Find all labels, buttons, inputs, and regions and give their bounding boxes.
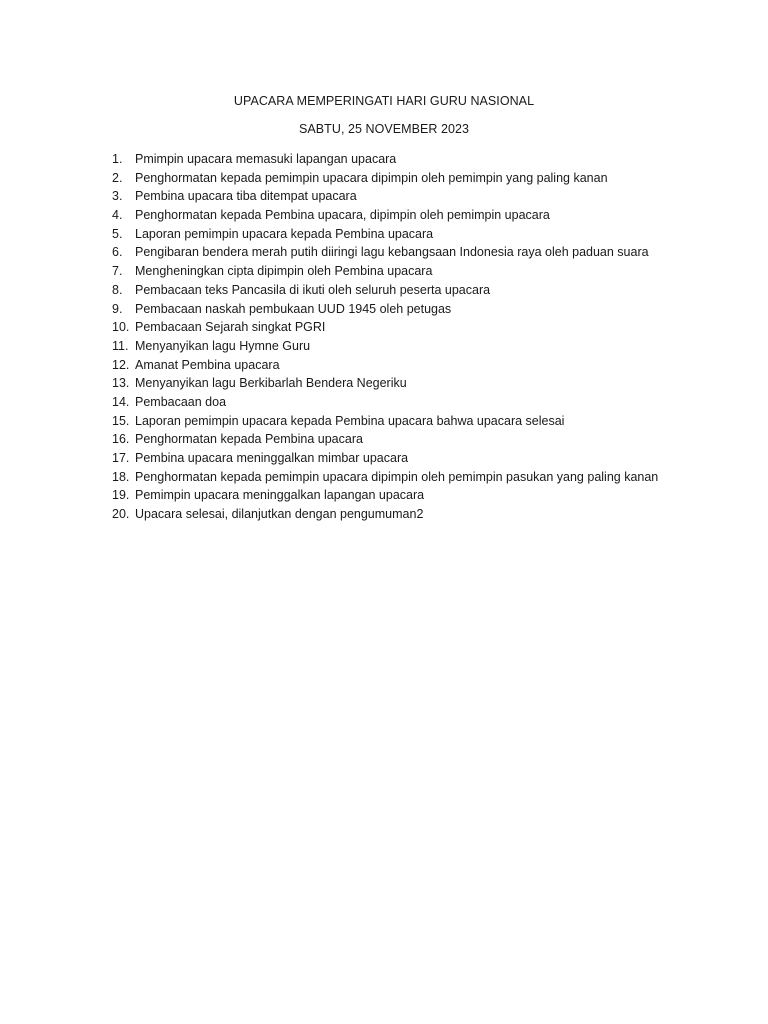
- list-item: [112, 393, 732, 412]
- item-text: Pembacaan teks Pancasila di ikuti oleh seluruh peserta upacara: [135, 282, 491, 297]
- list-item: [112, 281, 732, 300]
- item-number: 5.: [112, 226, 123, 241]
- list-item: [112, 300, 732, 319]
- item-number: 15.: [112, 413, 130, 428]
- item-text: Menyanyikan lagu Berkibarlah Bendera Negeriku: [135, 376, 407, 391]
- list-item: [112, 169, 732, 188]
- list-item: [112, 337, 732, 356]
- item-text: Penghormatan kepada pemimpin upacara dipimpin oleh pemimpin pasukan yang paling kanan: [135, 469, 659, 484]
- list-item: [112, 412, 732, 431]
- item-number: 11.: [112, 338, 129, 353]
- list-item: [112, 225, 732, 244]
- item-text: Mengheningkan cipta dipimpin oleh Pembina upacara: [135, 264, 433, 279]
- item-number: 4.: [112, 208, 123, 223]
- list-item: [112, 150, 732, 169]
- item-number: 8.: [112, 282, 123, 297]
- item-text: Upacara selesai, dilanjutkan dengan pengumuman2: [135, 507, 424, 522]
- item-number: 20.: [112, 507, 130, 522]
- list-item: [112, 206, 732, 225]
- item-text: Penghormatan kepada Pembina upacara: [135, 432, 363, 447]
- item-number: 12.: [112, 357, 130, 372]
- item-text: Pembacaan doa: [135, 394, 227, 409]
- item-number: 13.: [112, 376, 130, 391]
- item-text: Laporan pemimpin upacara kepada Pembina upacara bahwa upacara selesai: [135, 413, 565, 428]
- item-text: Pembacaan naskah pembukaan UUD 1945 oleh petugas: [135, 301, 452, 316]
- list-item: [112, 318, 732, 337]
- list-item: [112, 374, 732, 393]
- item-text: Penghormatan kepada Pembina upacara, dipimpin oleh pemimpin upacara: [135, 208, 550, 223]
- item-text: Pembacaan Sejarah singkat PGRI: [135, 320, 326, 335]
- item-text: Pembina upacara meninggalkan mimbar upacara: [135, 451, 409, 465]
- item-number: 3.: [112, 189, 123, 204]
- item-number: 7.: [112, 264, 123, 279]
- item-text: Menyanyikan lagu Hymne Guru: [135, 338, 311, 353]
- item-number: 17.: [112, 451, 130, 465]
- list-item: [112, 505, 732, 524]
- document-date: SABTU, 25 NOVEMBER 2023: [299, 122, 469, 136]
- item-number: 14.: [112, 394, 130, 409]
- item-text: Pmimpin upacara memasuki lapangan upacara: [135, 152, 397, 166]
- item-number: 18.: [112, 469, 130, 484]
- list-item: [112, 430, 732, 449]
- item-number: 9.: [112, 301, 123, 316]
- list-item: [112, 262, 732, 281]
- item-text: Penghormatan kepada pemimpin upacara dipimpin oleh pemimpin yang paling kanan: [135, 170, 608, 185]
- list-item: [112, 243, 732, 262]
- item-text: Pengibaran bendera merah putih diiringi lagu kebangsaan Indonesia raya oleh paduan suara: [135, 245, 649, 260]
- item-number: 1.: [112, 152, 123, 166]
- item-number: 6.: [112, 245, 123, 260]
- item-number: 16.: [112, 432, 130, 447]
- item-number: 10.: [112, 320, 130, 335]
- item-text: Laporan pemimpin upacara kepada Pembina upacara: [135, 226, 434, 241]
- list-item: [112, 187, 732, 206]
- list-item: [112, 356, 732, 375]
- document-title: UPACARA MEMPERINGATI HARI GURU NASIONAL: [233, 94, 535, 108]
- item-text: Pembina upacara tiba ditempat upacara: [135, 189, 357, 204]
- item-number: 2.: [112, 170, 123, 185]
- item-number: 19.: [112, 488, 130, 503]
- list-item: [112, 449, 732, 468]
- item-text: Pemimpin upacara meninggalkan lapangan upacara: [135, 488, 425, 503]
- agenda-list: [112, 150, 732, 524]
- list-item: [112, 468, 732, 487]
- list-item: [112, 486, 732, 505]
- item-text: Amanat Pembina upacara: [135, 357, 280, 372]
